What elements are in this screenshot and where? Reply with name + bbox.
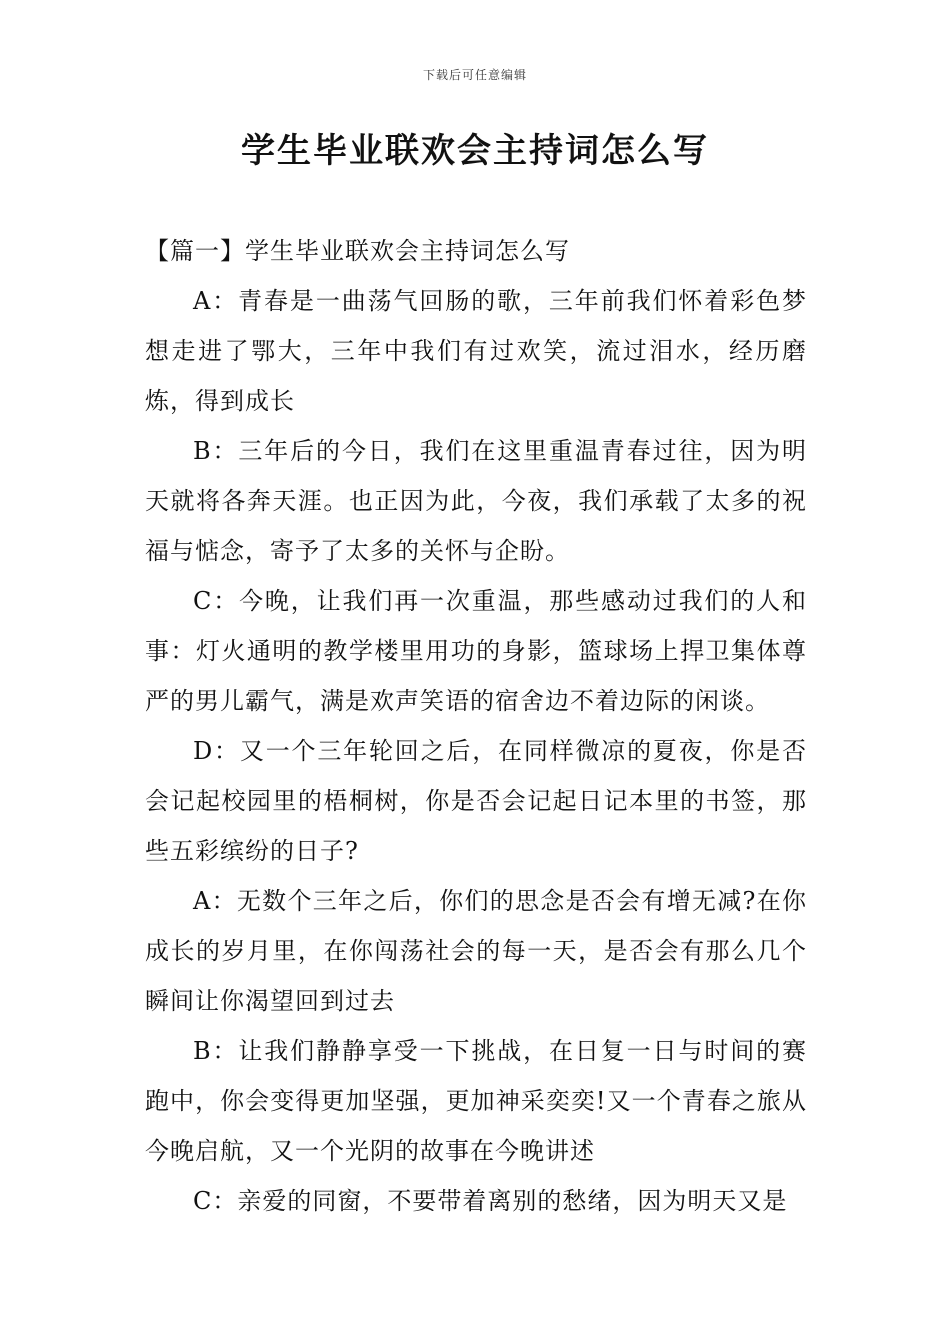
document-title: 学生毕业联欢会主持词怎么写: [241, 131, 709, 171]
paragraph-host-d-1: D：又一个三年轮回之后，在同样微凉的夏夜，你是否会记起校园里的梧桐树，你是否会记起日记本里的书签，那些五彩缤纷的日子?: [145, 737, 807, 865]
paragraph-host-c-2: C：亲爱的同窗，不要带着离别的愁绪，因为明天又是: [193, 1187, 788, 1215]
paragraph-host-a-2: A：无数个三年之后，你们的思念是否会有增无减?在你成长的岁月里，在你闯荡社会的每一天，是否会有那么几个瞬间让你渴望回到过去: [145, 887, 807, 1015]
header-note: 下载后可任意编辑: [422, 68, 527, 82]
document-body: [145, 226, 807, 1226]
paragraph-host-b-1: B：三年后的今日，我们在这里重温青春过往，因为明天就将各奔天涯。也正因为此，今夜，我们承载了太多的祝福与惦念，寄予了太多的关怀与企盼。: [145, 437, 807, 565]
section-heading: 【篇一】学生毕业联欢会主持词怎么写: [145, 237, 570, 265]
paragraph-host-a-1: A：青春是一曲荡气回肠的歌，三年前我们怀着彩色梦想走进了鄂大，三年中我们有过欢笑，流过泪水，经历磨炼，得到成长: [145, 287, 807, 415]
paragraph-host-b-2: B：让我们静静享受一下挑战，在日复一日与时间的赛跑中，你会变得更加坚强，更加神采奕奕!又一个青春之旅从今晚启航，又一个光阴的故事在今晚讲述: [145, 1037, 807, 1165]
paragraph-host-c-1: C：今晚，让我们再一次重温，那些感动过我们的人和事：灯火通明的教学楼里用功的身影，篮球场上捍卫集体尊严的男儿霸气，满是欢声笑语的宿舍边不着边际的闲谈。: [145, 587, 807, 715]
